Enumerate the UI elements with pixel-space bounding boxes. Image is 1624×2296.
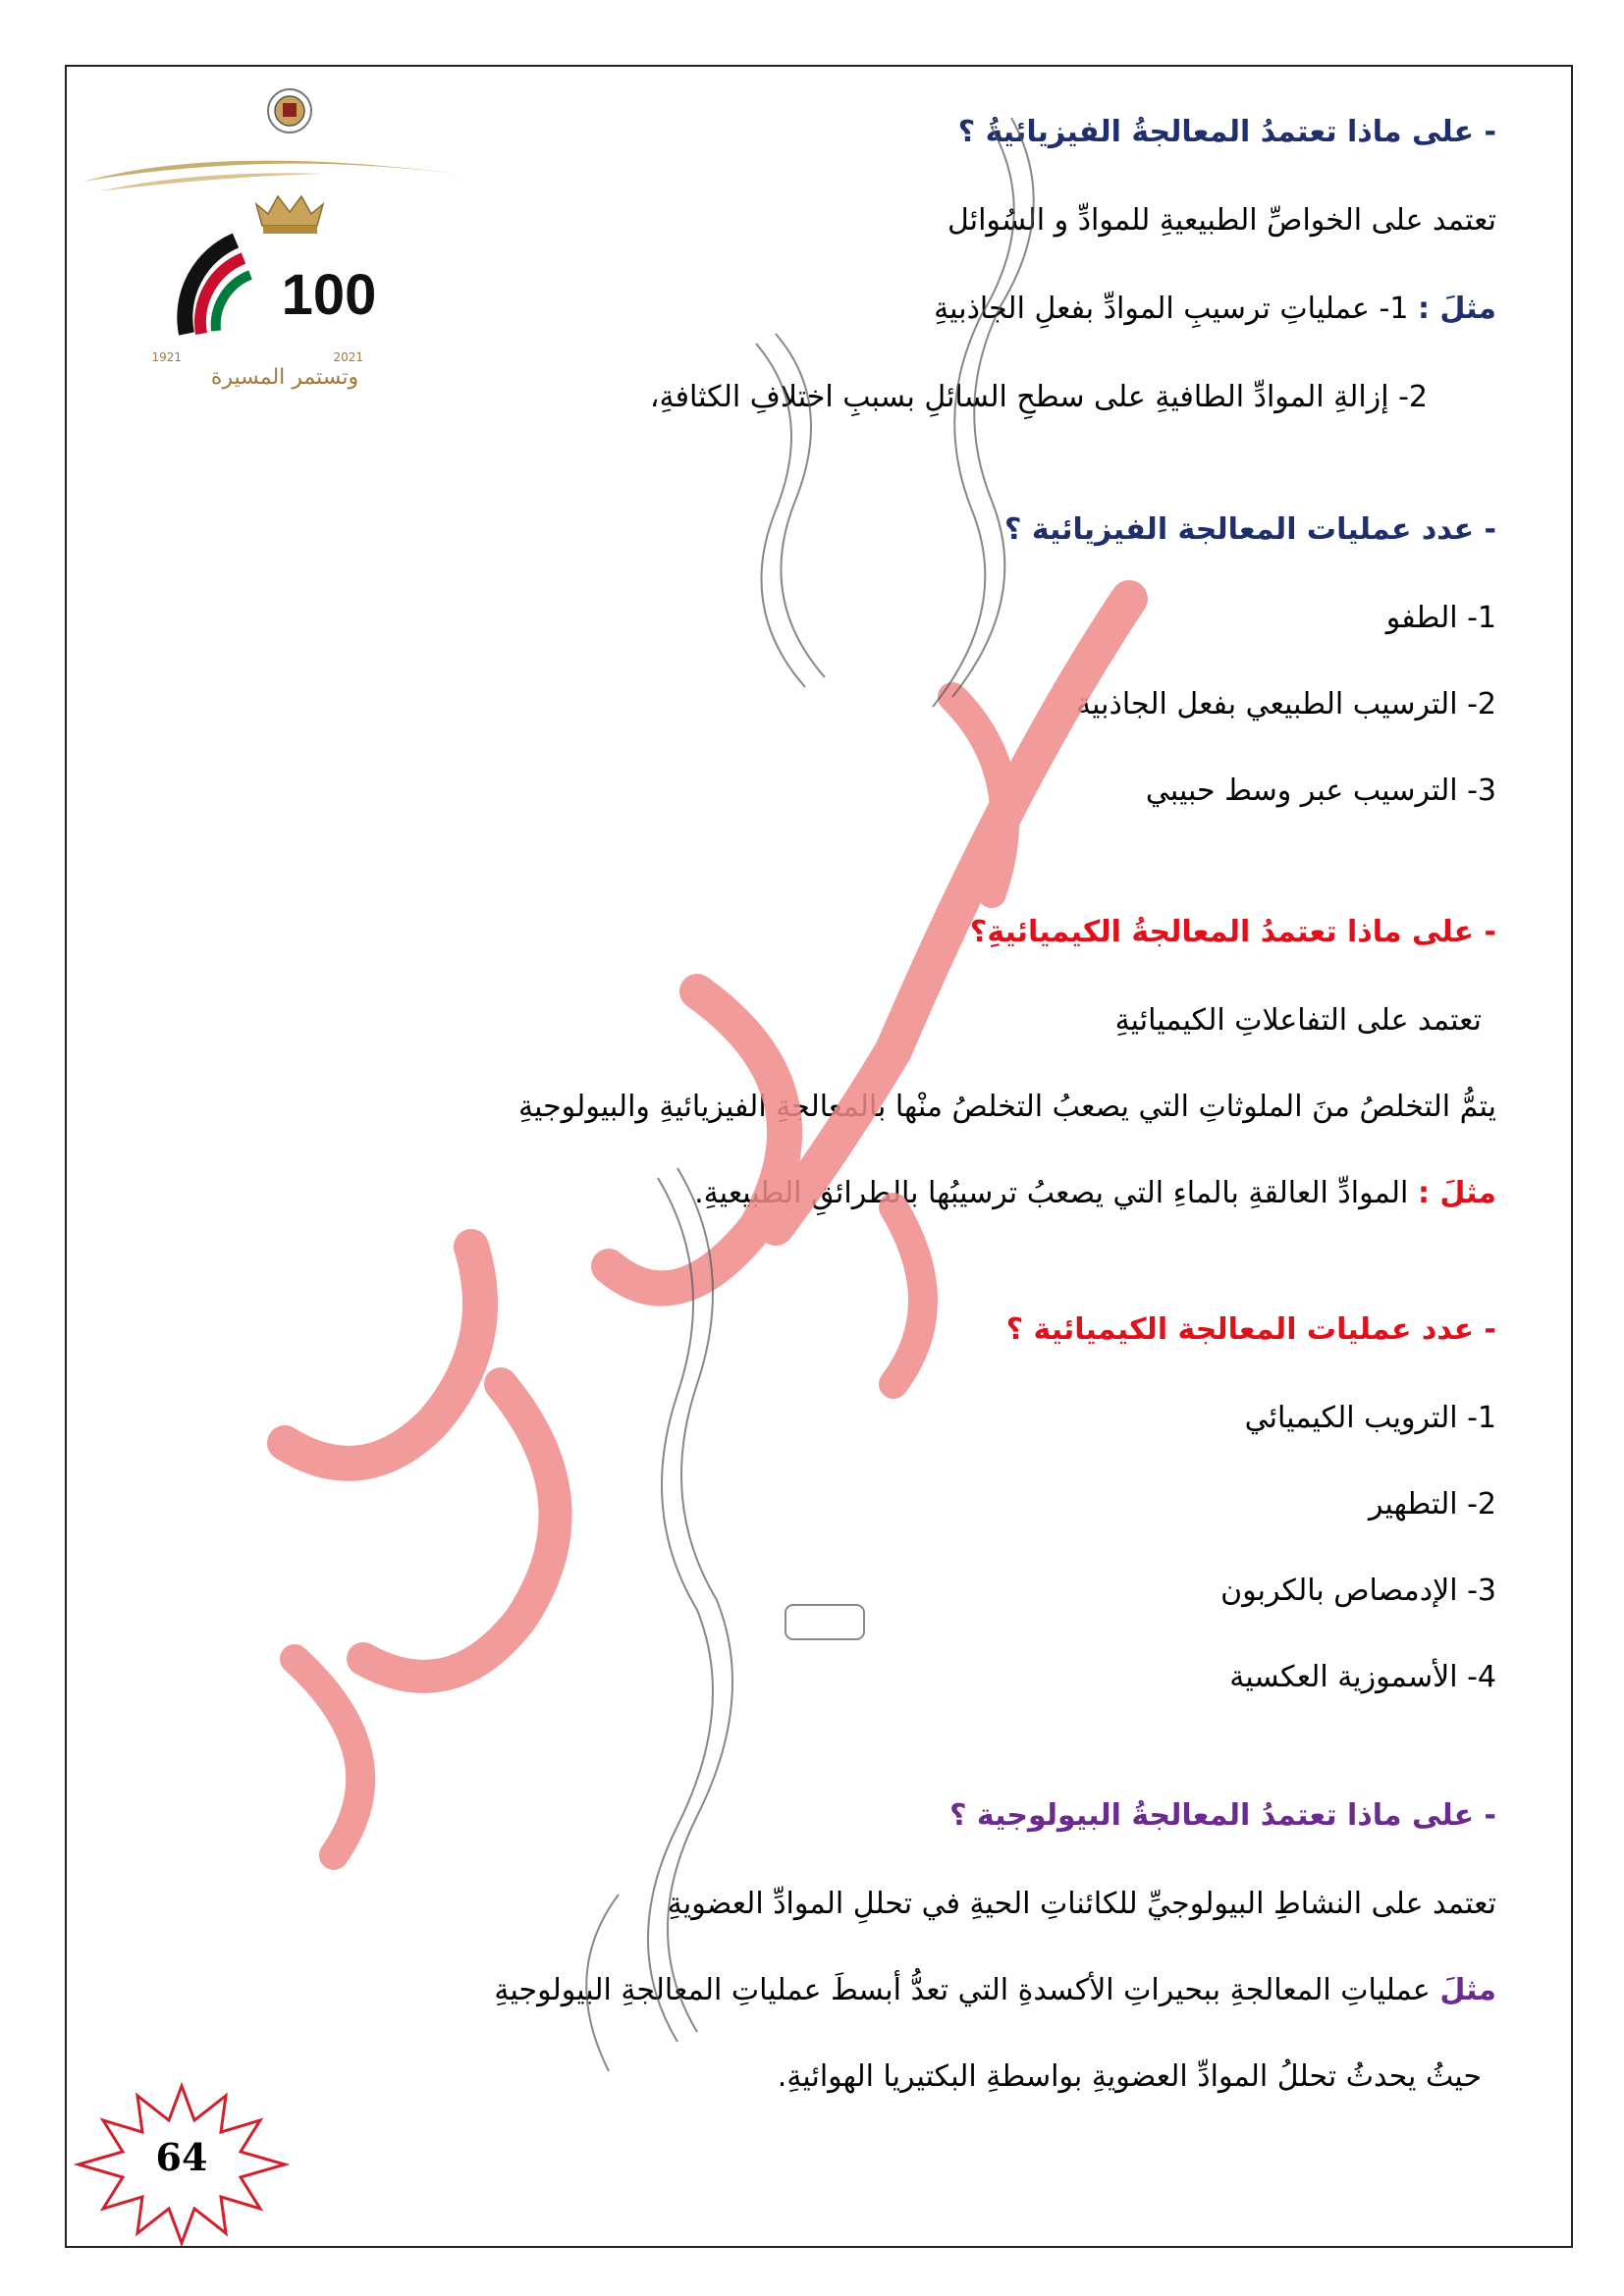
svg-text:2021: 2021 [333, 350, 363, 364]
crown-icon [256, 196, 323, 234]
biological-example [494, 1971, 1496, 2010]
chemical-a2: يتمُّ التخلصُ منَ الملوثاتِ التي يصعبُ التخلصُ منْها بالمعالجةِ الفيزيائيةِ والبيولوجيةِ [518, 1090, 1496, 1124]
svg-text:وتستمر المسيرة: وتستمر المسيرة [210, 365, 359, 390]
physical-item-2: 2- الترسيب الطبيعي بفعل الجاذبية [1075, 687, 1496, 721]
physical-a1: تعتمد على الخواصِّ الطبيعيةِ للموادِّ و السُوائل [947, 203, 1496, 238]
example-text: الموادِّ العالقةِ بالماءِ التي يصعبُ ترسيبُها بالطرائقِ الطبيعيةِ. [694, 1176, 1409, 1210]
chemical-a1: تعتمد على التفاعلاتِ الكيميائيةِ [1114, 1003, 1482, 1038]
physical-item-1: 1- الطفو [1385, 601, 1496, 635]
example-label: مثلَ : [1417, 1176, 1496, 1210]
svg-text:100: 100 [281, 263, 377, 327]
crest-icon [268, 89, 311, 133]
chemical-item-2: 2- التطهير [1368, 1487, 1496, 1522]
biological-example-cont: حيثُ يحدثُ تحللُ الموادِّ العضويةِ بواسطةِ البكتيريا الهوائيةِ. [777, 2059, 1482, 2094]
chemical-q1-heading: - على ماذا تعتمدُ المعالجةُ الكيميائيةِ؟ [969, 915, 1496, 949]
biological-q1-heading: - على ماذا تعتمدُ المعالجةُ البيولوجية ؟ [949, 1798, 1496, 1833]
chemical-item-4: 4- الأسموزية العكسية [1229, 1660, 1496, 1694]
physical-q2-heading: - عدد عمليات المعالجة الفيزيائية ؟ [1003, 512, 1496, 547]
physical-example-1 [934, 290, 1496, 329]
physical-example-2: 2- إزالةِ الموادِّ الطافيةِ على سطحِ السائلِ بسببِ اختلافِ الكثافةِ، [649, 380, 1428, 414]
centenary-logo [79, 83, 491, 398]
example-text: عملياتِ المعالجةِ ببحيراتِ الأكسدةِ التي تعدُّ أبسطَ عملياتِ المعالجةِ البيولوجيةِ [494, 1973, 1431, 2007]
example-label: مثلَ [1439, 1973, 1496, 2007]
chemical-q2-heading: - عدد عمليات المعالجة الكيميائية ؟ [1005, 1312, 1496, 1347]
physical-item-3: 3- الترسيب عبر وسط حبيبي [1145, 774, 1496, 808]
example-label: مثلَ : [1417, 292, 1496, 326]
physical-q1-heading: - على ماذا تعتمدُ المعالجةُ الفيزيائيةُ ؟ [957, 115, 1496, 149]
svg-text:1921: 1921 [151, 350, 182, 364]
biological-a1: تعتمد على النشاطِ البيولوجيِّ للكائناتِ الحيةِ في تحللِ الموادِّ العضويةِ [667, 1887, 1496, 1921]
chemical-item-1: 1- الترويب الكيميائي [1244, 1401, 1496, 1435]
page-number: 64 [155, 2135, 208, 2179]
chemical-item-3: 3- الإدمصاص بالكربون [1220, 1574, 1496, 1608]
chemical-example [694, 1174, 1496, 1213]
example-text: 1- عملياتِ ترسيبِ الموادِّ بفعلِ الجاذبيةِ [934, 292, 1409, 326]
